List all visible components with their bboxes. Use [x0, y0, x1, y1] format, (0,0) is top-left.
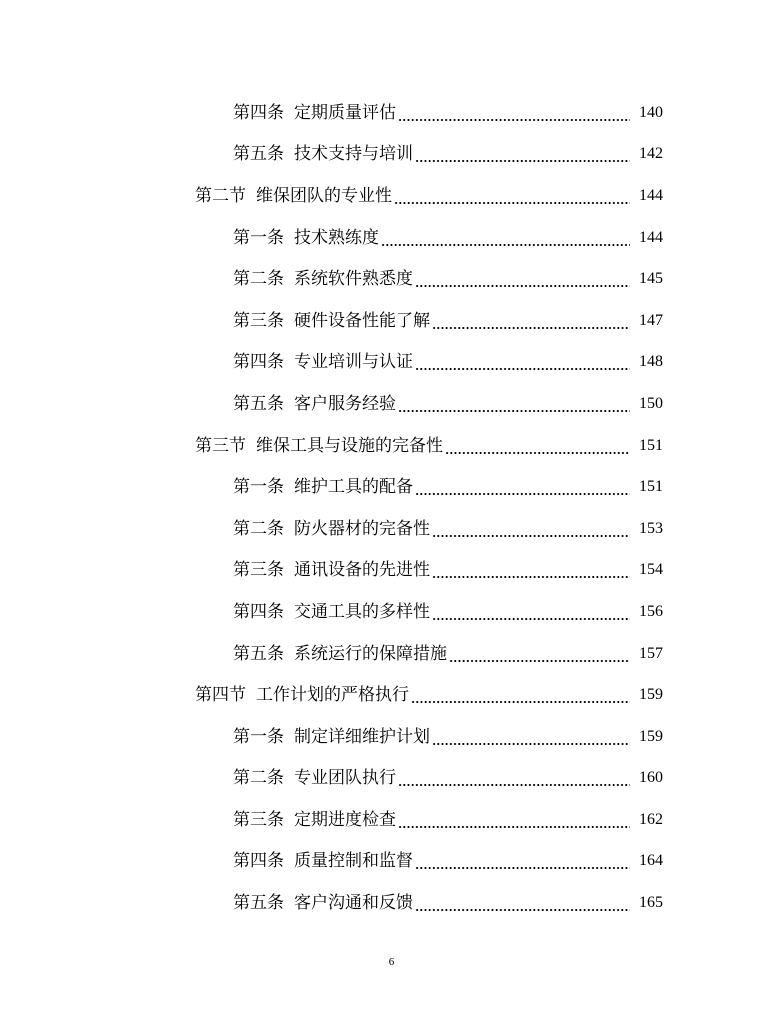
toc-entry[interactable]	[0, 758, 783, 800]
toc-entry-title: 硬件设备性能了解	[294, 310, 430, 331]
toc-entry-page: 154	[639, 561, 663, 579]
toc-section-title: 工作计划的严格执行	[256, 685, 409, 706]
toc-entry-page: 148	[639, 353, 663, 371]
toc-entry-label: 第五条	[233, 893, 284, 914]
toc-entry[interactable]	[0, 342, 783, 384]
toc-entry-label: 第一条	[233, 477, 284, 498]
toc-entry[interactable]	[0, 300, 783, 342]
toc-entry-page: 151	[639, 478, 663, 496]
toc-entry-title: 通讯设备的先进性	[294, 560, 430, 581]
toc-entry-title: 客户沟通和反馈	[294, 893, 413, 914]
toc-entry-page: 151	[639, 436, 663, 454]
toc-section-entry[interactable]	[0, 425, 783, 467]
toc-entry[interactable]	[0, 550, 783, 592]
toc-entry-label: 第五条	[233, 144, 284, 165]
toc-entry-label: 第五条	[233, 643, 284, 664]
dot-leader	[411, 685, 630, 705]
dot-leader	[432, 602, 630, 622]
toc-entry-label: 第三条	[233, 310, 284, 331]
dot-leader	[415, 893, 630, 913]
toc-entry-title: 定期质量评估	[294, 102, 396, 123]
toc-entry-title: 技术熟练度	[294, 227, 379, 248]
toc-entry-page: 142	[639, 145, 663, 163]
page-number: 6	[388, 956, 395, 968]
toc-section-label: 第二节	[195, 185, 246, 206]
toc-entry-title: 交通工具的多样性	[294, 601, 430, 622]
toc-section-entry[interactable]	[0, 674, 783, 716]
toc-entry[interactable]	[0, 716, 783, 758]
toc-entry[interactable]	[0, 258, 783, 300]
toc-entry-title: 系统运行的保障措施	[294, 643, 447, 664]
toc-entry-page: 145	[639, 270, 663, 288]
toc-entry-page: 140	[639, 103, 663, 121]
toc-entry[interactable]	[0, 508, 783, 550]
toc-entry-label: 第一条	[233, 726, 284, 747]
toc-entry-page: 153	[639, 519, 663, 537]
toc-entry[interactable]	[0, 882, 783, 924]
dot-leader	[398, 103, 630, 123]
dot-leader	[415, 352, 630, 372]
toc-entry-page: 165	[639, 894, 663, 912]
toc-entry-page: 144	[639, 228, 663, 246]
toc-entry-label: 第三条	[233, 560, 284, 581]
toc-entry-title: 防火器材的完备性	[294, 518, 430, 539]
toc-entry-page: 150	[639, 394, 663, 412]
dot-leader	[432, 519, 630, 539]
toc-entry-page: 162	[639, 810, 663, 828]
toc-entry-label: 第二条	[233, 518, 284, 539]
toc-entry-page: 144	[639, 186, 663, 204]
toc-entry-label: 第二条	[233, 269, 284, 290]
toc-entry-page: 159	[639, 686, 663, 704]
dot-leader	[398, 768, 630, 788]
dot-leader	[415, 269, 630, 289]
dot-leader	[415, 144, 630, 164]
toc-entry-page: 156	[639, 602, 663, 620]
toc-entry-page: 164	[639, 852, 663, 870]
toc-entry[interactable]	[0, 591, 783, 633]
toc-entry[interactable]	[0, 466, 783, 508]
dot-leader	[432, 560, 630, 580]
toc-entry-title: 客户服务经验	[294, 393, 396, 414]
toc-entry-page: 157	[639, 644, 663, 662]
toc-entry[interactable]	[0, 383, 783, 425]
toc-entry-label: 第二条	[233, 768, 284, 789]
toc-entry-title: 维护工具的配备	[294, 477, 413, 498]
dot-leader	[415, 477, 630, 497]
toc-entry-label: 第四条	[233, 851, 284, 872]
toc-entry-title: 专业培训与认证	[294, 352, 413, 373]
table-of-contents	[0, 92, 783, 924]
toc-entry-label: 第三条	[233, 809, 284, 830]
toc-entry-title: 定期进度检查	[294, 809, 396, 830]
toc-section-label: 第三节	[195, 435, 246, 456]
dot-leader	[415, 851, 630, 871]
dot-leader	[432, 311, 630, 331]
dot-leader	[445, 436, 630, 456]
dot-leader	[449, 644, 630, 664]
toc-entry-label: 第四条	[233, 601, 284, 622]
toc-entry-label: 第一条	[233, 227, 284, 248]
toc-section-entry[interactable]	[0, 175, 783, 217]
toc-entry-label: 第四条	[233, 352, 284, 373]
toc-entry-page: 147	[639, 311, 663, 329]
toc-entry-title: 制定详细维护计划	[294, 726, 430, 747]
toc-section-title: 维保团队的专业性	[256, 185, 392, 206]
toc-entry-page: 159	[639, 727, 663, 745]
dot-leader	[394, 186, 630, 206]
toc-entry[interactable]	[0, 633, 783, 675]
dot-leader	[432, 727, 630, 747]
dot-leader	[398, 810, 630, 830]
toc-entry[interactable]	[0, 799, 783, 841]
toc-entry-title: 专业团队执行	[294, 768, 396, 789]
toc-entry-label: 第四条	[233, 102, 284, 123]
toc-entry[interactable]	[0, 134, 783, 176]
dot-leader	[398, 394, 630, 414]
toc-entry[interactable]	[0, 217, 783, 259]
toc-entry-title: 质量控制和监督	[294, 851, 413, 872]
toc-section-label: 第四节	[195, 685, 246, 706]
toc-entry[interactable]	[0, 841, 783, 883]
toc-entry-label: 第五条	[233, 393, 284, 414]
toc-entry-title: 技术支持与培训	[294, 144, 413, 165]
toc-section-title: 维保工具与设施的完备性	[256, 435, 443, 456]
toc-entry-page: 160	[639, 769, 663, 787]
dot-leader	[381, 228, 630, 248]
toc-entry-title: 系统软件熟悉度	[294, 269, 413, 290]
toc-entry[interactable]	[0, 92, 783, 134]
